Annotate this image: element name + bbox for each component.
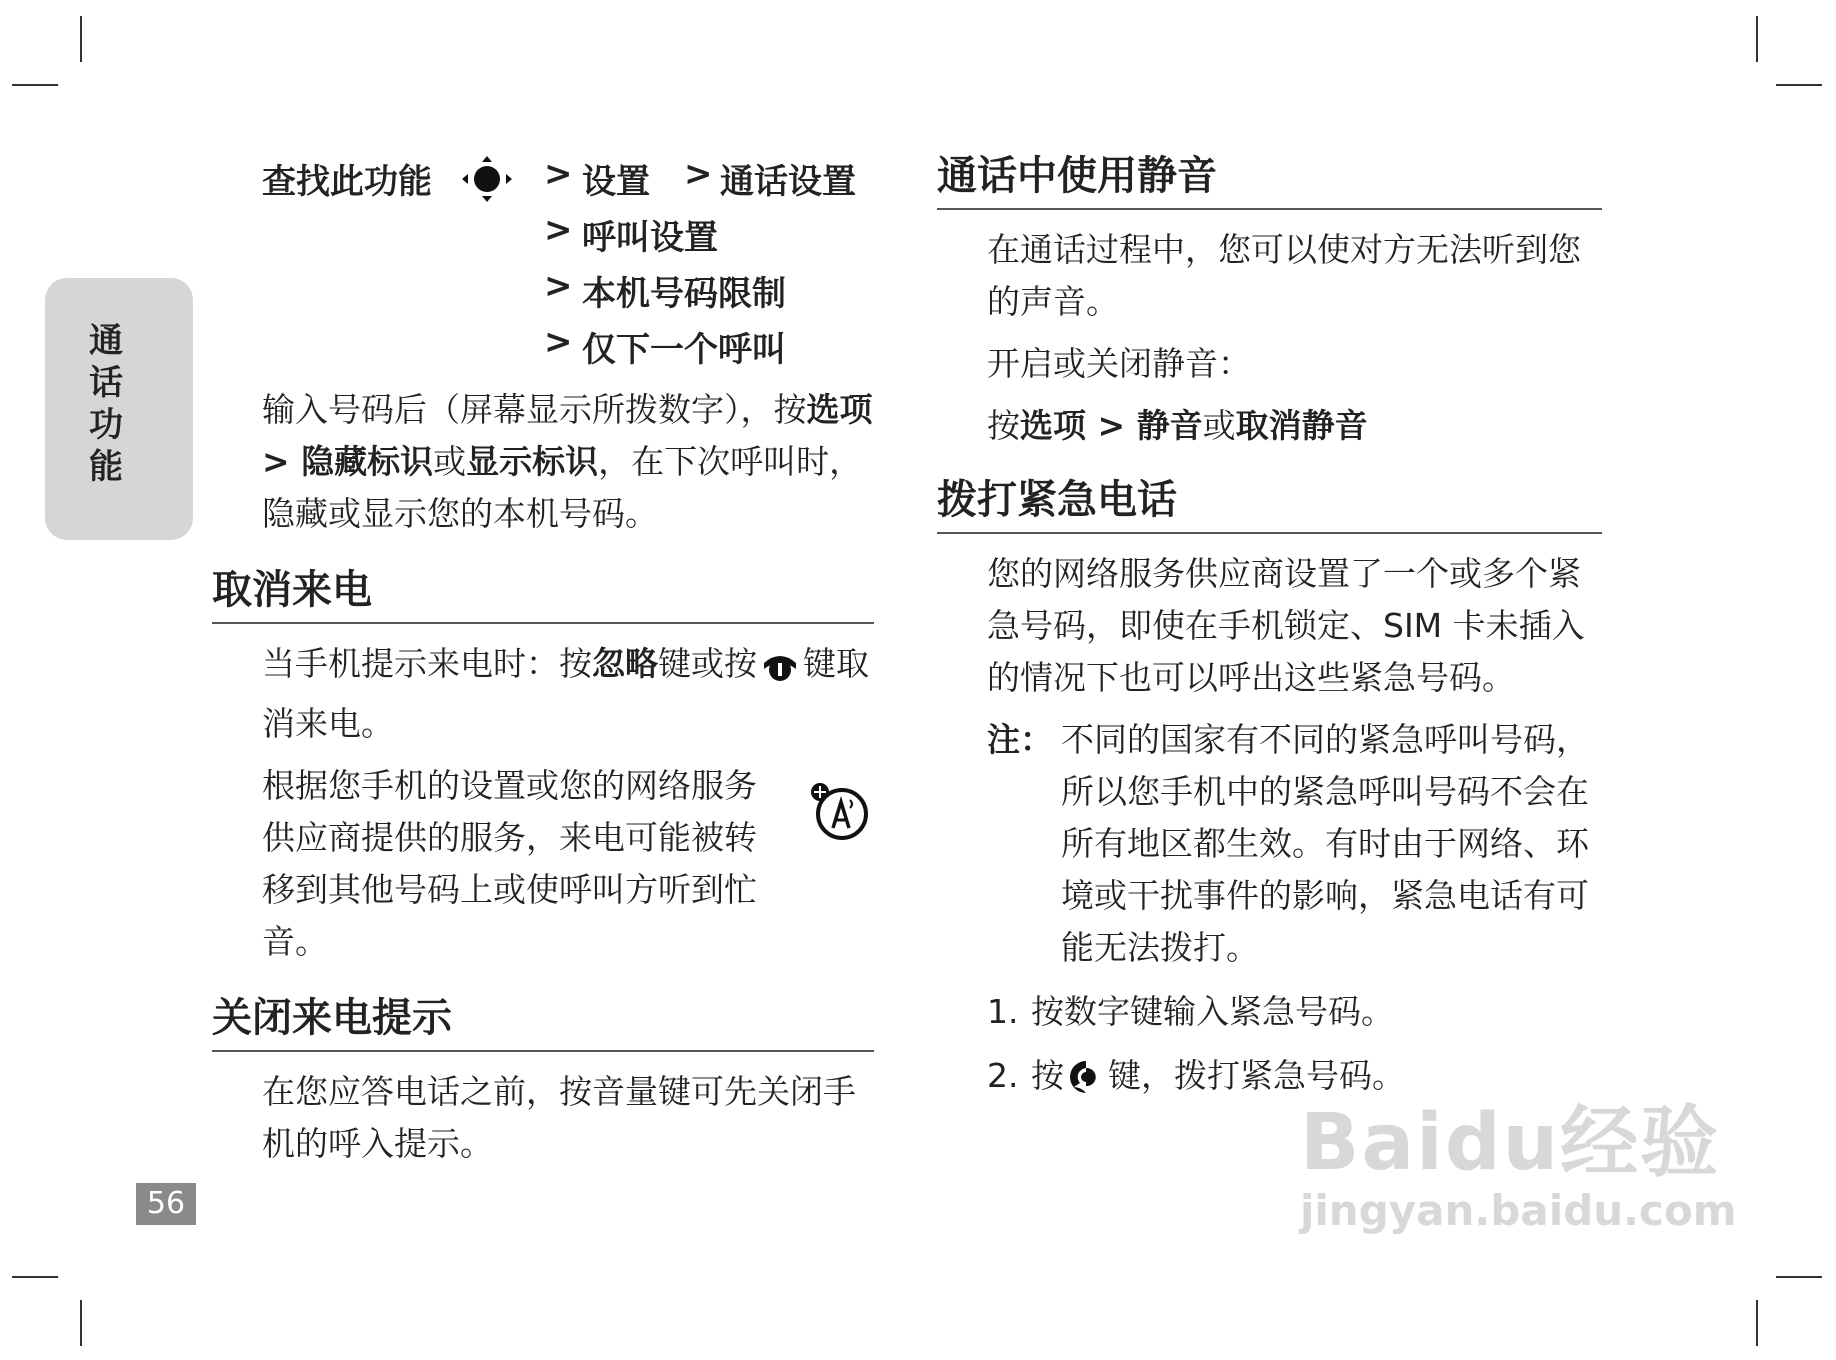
menu-path-step: 本机号码限制 bbox=[582, 274, 786, 314]
step-text: 按 bbox=[1031, 1056, 1064, 1095]
emergency-step bbox=[987, 986, 1602, 1038]
menu-term: 选项 bbox=[806, 390, 873, 429]
menu-path-row bbox=[212, 206, 874, 262]
menu-path-row bbox=[212, 318, 874, 374]
section-emergency bbox=[937, 548, 1602, 1110]
menu-separator: > bbox=[544, 210, 573, 250]
side-tab-char: 话 bbox=[89, 363, 123, 403]
emergency-paragraph: 您的网络服务供应商设置了一个或多个紧急号码，即使在手机锁定、SIM 卡未插入的情况下也可以呼出这些紧急号码。 bbox=[987, 554, 1585, 697]
side-tab-char: 能 bbox=[89, 447, 123, 487]
step-number: 2. bbox=[987, 1056, 1019, 1095]
end-call-key-icon bbox=[761, 646, 799, 698]
close-alert-paragraph: 在您应答电话之前，按音量键可先关闭手机的呼入提示。 bbox=[262, 1072, 856, 1163]
forward-call-block bbox=[212, 760, 874, 968]
emergency-note bbox=[987, 714, 1602, 974]
menu-path-row bbox=[212, 262, 874, 318]
text-run: 或 bbox=[1202, 406, 1236, 445]
section-cancel-call bbox=[212, 638, 874, 968]
mute-instruction bbox=[987, 400, 1602, 452]
crop-mark bbox=[80, 1300, 82, 1346]
watermark bbox=[1300, 1080, 1737, 1235]
section-title-emergency: 拨打紧急电话 bbox=[937, 474, 1602, 534]
send-key-icon bbox=[1068, 1058, 1104, 1110]
cancel-call-paragraph bbox=[262, 638, 874, 750]
menu-separator: > bbox=[1086, 406, 1137, 445]
menu-term: 隐藏标识 bbox=[301, 442, 434, 481]
watermark-logo-text: Baidu经验 bbox=[1300, 1098, 1721, 1188]
menu-term: 忽略 bbox=[592, 644, 658, 683]
crop-mark bbox=[1776, 1276, 1822, 1278]
section-close-alert bbox=[212, 1066, 874, 1170]
side-tab-char: 通 bbox=[89, 321, 123, 361]
section-mute bbox=[937, 224, 1602, 452]
menu-term: 显示标识 bbox=[466, 442, 599, 481]
crop-mark bbox=[12, 84, 58, 86]
crop-mark bbox=[1756, 1300, 1758, 1346]
note-text: 不同的国家有不同的紧急呼叫号码，所以您手机中的紧急呼叫号码不会在所有地区都生效。有时由于网络、环境或干扰事件的影响，紧急电话有可能无法拨打。 bbox=[1061, 720, 1589, 967]
section-title-cancel-call: 取消来电 bbox=[212, 564, 874, 624]
find-feature-row bbox=[212, 150, 874, 206]
nav-key-icon bbox=[462, 156, 512, 211]
note-label: 注： bbox=[987, 720, 1053, 759]
mute-toggle-label: 开启或关闭静音： bbox=[987, 344, 1251, 383]
text-run: 键或按 bbox=[658, 644, 757, 683]
caller-id-paragraph bbox=[262, 384, 874, 540]
section-title-mute: 通话中使用静音 bbox=[937, 150, 1602, 210]
step-text: 键，拨打紧急号码。 bbox=[1108, 1056, 1405, 1095]
menu-term: 静音 bbox=[1136, 406, 1203, 445]
text-run: ，在下次呼叫时，隐藏或显示您的本机号码。 bbox=[262, 442, 863, 533]
menu-separator: > bbox=[262, 442, 302, 481]
menu-path-step: 通话设置 bbox=[720, 162, 856, 202]
step-number: 1. bbox=[987, 992, 1019, 1031]
text-run: 输入号码后（屏幕显示所拨数字），按 bbox=[262, 390, 807, 429]
text-run: 当手机提示来电时：按 bbox=[262, 644, 592, 683]
side-tab-char: 功 bbox=[89, 405, 123, 445]
menu-term: 选项 bbox=[1020, 406, 1086, 445]
crop-mark bbox=[12, 1276, 58, 1278]
menu-term: 取消静音 bbox=[1235, 406, 1368, 445]
mute-paragraph: 在通话过程中，您可以使对方无法听到您的声音。 bbox=[987, 230, 1581, 321]
step-text: 按数字键输入紧急号码。 bbox=[1031, 992, 1394, 1031]
crop-mark bbox=[80, 16, 82, 62]
menu-separator: > bbox=[544, 266, 573, 306]
network-feature-icon bbox=[808, 780, 870, 846]
watermark-url: jingyan.baidu.com bbox=[1300, 1186, 1737, 1235]
menu-path-step: 设置 bbox=[582, 162, 650, 202]
menu-separator: > bbox=[684, 154, 713, 194]
crop-mark bbox=[1776, 84, 1822, 86]
text-run: 按 bbox=[987, 406, 1020, 445]
menu-separator: > bbox=[544, 154, 573, 194]
left-column bbox=[212, 150, 874, 1180]
text-run: 或 bbox=[433, 442, 467, 481]
text-run: 键取消来电。 bbox=[262, 644, 869, 743]
menu-path-step: 呼叫设置 bbox=[582, 218, 718, 258]
forward-call-paragraph: 根据您手机的设置或您的网络服务供应商提供的服务，来电可能被转移到其他号码上或使呼叫方听到忙音。 bbox=[262, 766, 757, 961]
menu-separator: > bbox=[544, 322, 573, 362]
page-number: 56 bbox=[136, 1183, 196, 1225]
crop-mark bbox=[1756, 16, 1758, 62]
right-column bbox=[937, 150, 1602, 1110]
chapter-side-tab bbox=[45, 278, 193, 540]
menu-path-step: 仅下一个呼叫 bbox=[582, 330, 786, 370]
section-title-close-alert: 关闭来电提示 bbox=[212, 992, 874, 1052]
find-feature-label: 查找此功能 bbox=[262, 162, 432, 202]
